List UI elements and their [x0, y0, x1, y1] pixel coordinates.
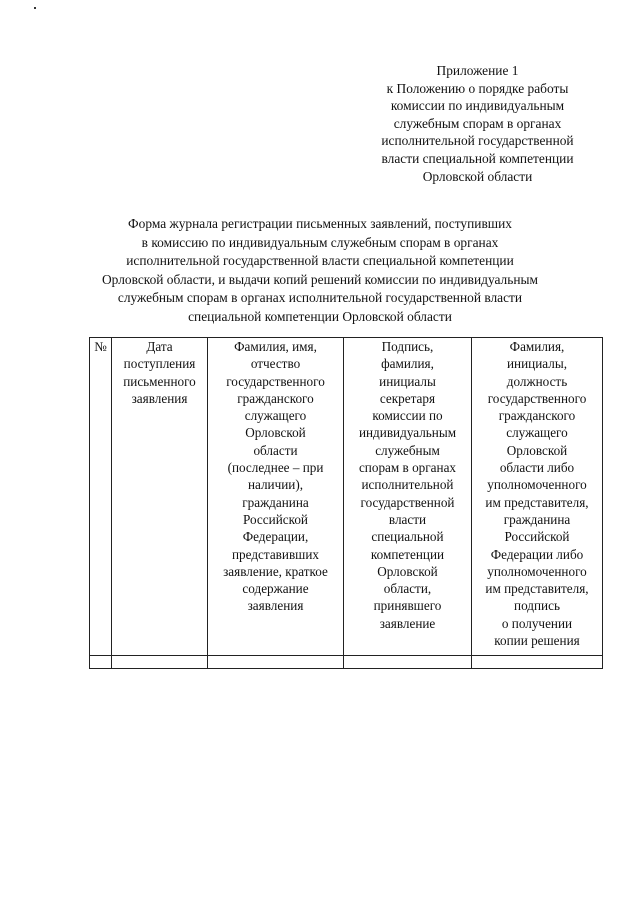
registration-journal-table: [89, 337, 603, 669]
table-header-row: [90, 338, 603, 656]
appendix-line: комиссии по индивидуальным: [390, 98, 565, 114]
header-line: служащего: [506, 425, 568, 441]
header-line: гражданского: [237, 390, 314, 406]
header-line: копии решения: [494, 633, 580, 649]
header-line: представивших: [232, 546, 319, 562]
header-line: №: [94, 339, 107, 354]
header-line: уполномоченного: [487, 563, 587, 579]
header-line: спорам в органах: [358, 460, 457, 476]
form-title: [80, 215, 560, 327]
form-title-line: в комиссию по индивидуальным служебным спорам в органах: [141, 234, 499, 250]
header-line: заявление, краткое: [223, 563, 328, 579]
header-line: Федерации либо: [490, 546, 584, 562]
scan-speck: [34, 7, 36, 9]
header-line: отчество: [250, 356, 301, 372]
header-line: Орловской: [377, 563, 438, 579]
header-line: государственного: [487, 390, 587, 406]
appendix-line: исполнительной государственной: [381, 133, 574, 149]
header-cell-recipient: [472, 338, 603, 656]
header-line: заявления: [131, 390, 188, 406]
appendix-line: Орловской области: [422, 168, 533, 184]
header-line: Фамилия, имя,: [234, 339, 317, 354]
header-line: служебным: [375, 442, 440, 458]
table-cell: [472, 656, 603, 669]
header-line: компетенции: [370, 546, 445, 562]
header-line: гражданина: [503, 511, 571, 527]
header-line: государственного: [226, 373, 325, 389]
header-line: Дата: [146, 339, 173, 354]
header-line: содержание: [242, 581, 309, 597]
header-cell-number: [90, 338, 112, 656]
header-line: уполномоченного: [487, 477, 587, 493]
header-line: комиссии по: [372, 408, 443, 424]
table-cell: [112, 656, 208, 669]
form-title-line: служебным спорам в органах исполнительной государственной власти: [117, 290, 523, 306]
header-line: государственной: [360, 494, 455, 510]
form-title-line: Форма журнала регистрации письменных заявлений, поступивших: [128, 216, 512, 231]
header-line: Подпись,: [381, 339, 434, 354]
header-cell-date: [112, 338, 208, 656]
header-line: (последнее – при: [227, 460, 324, 476]
header-line: гражданского: [498, 408, 576, 424]
header-line: заявления: [247, 598, 304, 614]
header-line: инициалы,: [507, 356, 567, 372]
appendix-line: власти специальной компетенции: [381, 150, 574, 166]
header-line: о получении: [501, 615, 573, 631]
header-line: Российской: [243, 511, 308, 527]
header-line: области либо: [499, 460, 575, 476]
header-line: принявшего: [373, 598, 442, 614]
header-cell-applicant: [208, 338, 344, 656]
header-line: подпись: [514, 598, 560, 614]
header-line: инициалы: [379, 373, 436, 389]
header-line: заявление: [379, 615, 436, 631]
header-line: индивидуальным: [358, 425, 457, 441]
header-line: им представителя,: [485, 494, 589, 510]
header-line: Орловской: [506, 442, 568, 458]
header-line: поступления: [123, 356, 196, 372]
header-line: области,: [383, 581, 432, 597]
table-cell: [90, 656, 112, 669]
header-line: Фамилия,: [509, 339, 565, 354]
header-line: секретаря: [379, 390, 436, 406]
header-line: специальной: [371, 529, 444, 545]
header-line: власти: [388, 511, 427, 527]
header-line: должность: [506, 373, 568, 389]
form-title-line: исполнительной государственной власти специальной компетенции: [126, 253, 514, 269]
header-line: области: [253, 442, 298, 458]
table-cell: [208, 656, 344, 669]
header-line: им представителя,: [485, 581, 589, 597]
header-line: Федерации,: [242, 529, 309, 545]
form-title-line: Орловской области, и выдачи копий решений комиссии по индивидуальным: [102, 271, 538, 287]
table-cell: [344, 656, 472, 669]
header-line: Российской: [504, 529, 570, 545]
header-cell-secretary: [344, 338, 472, 656]
appendix-line: Приложение 1: [436, 63, 519, 78]
header-line: гражданина: [242, 494, 309, 510]
form-title-line: специальной компетенции Орловской области: [188, 308, 452, 324]
appendix-line: служебным спорам в органах: [393, 115, 562, 131]
header-line: письменного: [123, 373, 196, 389]
header-line: служащего: [244, 408, 307, 424]
appendix-line: к Положению о порядке работы: [386, 80, 569, 96]
header-line: фамилия,: [381, 356, 434, 372]
table-row: [90, 656, 603, 669]
header-line: исполнительной: [361, 477, 454, 493]
header-line: Орловской: [245, 425, 306, 441]
appendix-header: [350, 62, 605, 185]
header-line: наличии),: [247, 477, 304, 493]
